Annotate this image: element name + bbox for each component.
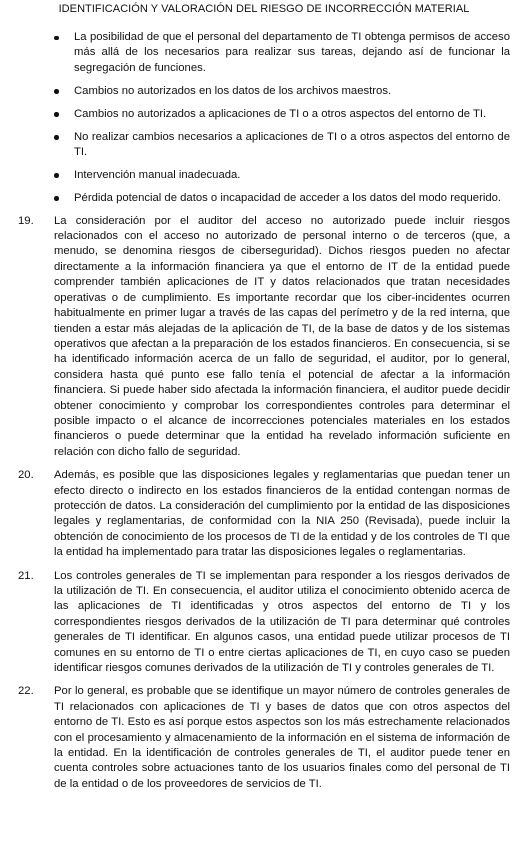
numbered-paragraph-19 <box>18 214 510 461</box>
bullet-text: Cambios no autorizados a aplicaciones de TI o a otros aspectos del entorno de TI. <box>74 107 487 120</box>
bullet-text: No realizar cambios necesarios a aplicaciones de TI o a otros aspectos del entorno de TI. <box>74 130 510 158</box>
paragraph-number: 20. <box>18 469 34 482</box>
bullet-text: Intervención manual inadecuada. <box>74 168 241 181</box>
paragraph-text: Además, es posible que las disposiciones legales y reglamentarias que puedan tener un efecto directo o indirecto en los estados financieros de la entidad contengan normas de protección de datos. La consideración del cumplimiento por la entidad de las disposiciones legales y reglamentarias, de conformidad con la NIA 250 (Revisada), puede incluir la obtención de conocimiento de los procesos de TI de la entidad y de los controles de TI que la entidad ha implementado para tratar las disposiciones legales o reglamentarias. <box>54 469 510 559</box>
paragraph-number: 19. <box>18 214 34 227</box>
numbered-paragraph-20 <box>18 468 510 560</box>
bullet-item <box>44 130 510 161</box>
bullet-icon <box>54 36 59 41</box>
bullet-text: Cambios no autorizados en los datos de los archivos maestros. <box>74 84 392 97</box>
bullet-icon <box>54 173 59 178</box>
bullet-icon <box>54 135 59 140</box>
bullet-item <box>44 191 510 206</box>
bullet-item <box>44 84 510 99</box>
paragraph-number: 22. <box>18 685 34 698</box>
bullet-icon <box>54 89 59 94</box>
bullet-item <box>44 30 510 76</box>
paragraph-text: Por lo general, es probable que se identifique un mayor número de controles generales de TI relacionados con aplicaciones de TI y bases de datos que con otros aspectos del entorno de TI. Esto es así porque estos aspectos son los más estrechamente relacionados con el procesamiento y almacenamiento de la información en el sistema de información de la entidad. En la identificación de controles generales de TI, el auditor puede tener en cuenta controles sobre actuaciones tanto de los usuarios finales como del personal de TI de la entidad o de los proveedores de servicios de TI. <box>54 685 510 790</box>
paragraph-text: La consideración por el auditor del acceso no autorizado puede incluir riesgos relacionados con el acceso no autorizado de personal interno o de terceros (que, a menudo, se denomina riesgos de ciberseguridad). Dichos riesgos pueden no afectar directamente a la información financiera ya que el entorno de IT de la entidad puede comprender también aplicaciones de IT y datos relacionados que tratan necesidades operativas o de cumplimiento. Es importante recordar que los ciber-incidentes ocurren habitualmente en primer lugar a través de las capas del perímetro y de la red interna, que tienden a estar más alejadas de la aplicación de TI, de la base de datos y de los sistemas operativos que afectan a la preparación de los estados financieros. En consecuencia, si se ha identificado información acerca de un fallo de seguridad, el auditor, por lo general, considera hasta qué punto ese fallo tenía el potencial de afectar a la información financiera. Si puede haber sido afectada la información financiera, el auditor puede decidir obtener conocimiento y comprobar los correspondientes controles para determinar el posible impacto o el alcance de incorrecciones potenciales materiales en los estados financieros o puede determinar que la entidad ha revelado información suficiente en relación con dicho fallo de seguridad. <box>54 214 510 458</box>
numbered-paragraph-21 <box>18 569 510 677</box>
bullet-item <box>44 107 510 122</box>
bullet-text: Pérdida potencial de datos o incapacidad de acceder a los datos del modo requerido. <box>74 191 502 204</box>
bullet-icon <box>54 112 59 117</box>
bullet-text: La posibilidad de que el personal del departamento de TI obtenga permisos de acceso más allá de los necesarios para realizar sus tareas, dejando así de funcionar la segregación de funciones. <box>74 31 510 74</box>
bullet-icon <box>54 196 59 201</box>
bullet-item <box>44 168 510 183</box>
paragraph-text: Los controles generales de TI se implementan para responder a los riesgos derivados de la utilización de TI. En consecuencia, el auditor utiliza el conocimiento obtenido acerca de las aplicaciones de TI identificadas y otros aspectos del entorno de TI y los correspondientes riesgos derivados de la utilización de TI para determinar qué controles generales de TI identificar. En algunos casos, una entidad puede utilizar procesos de TI comunes en su entorno de TI o entre ciertas aplicaciones de TI, en cuyo caso se pueden identificar riesgos comunes derivados de la utilización de TI y controles generales de TI. <box>54 569 510 675</box>
numbered-paragraph-22 <box>18 684 510 792</box>
paragraph-number: 21. <box>18 569 34 582</box>
bullet-list <box>18 30 510 206</box>
running-header: IDENTIFICACIÓN Y VALORACIÓN DEL RIESGO DE INCORRECCIÓN MATERIAL <box>58 3 470 15</box>
